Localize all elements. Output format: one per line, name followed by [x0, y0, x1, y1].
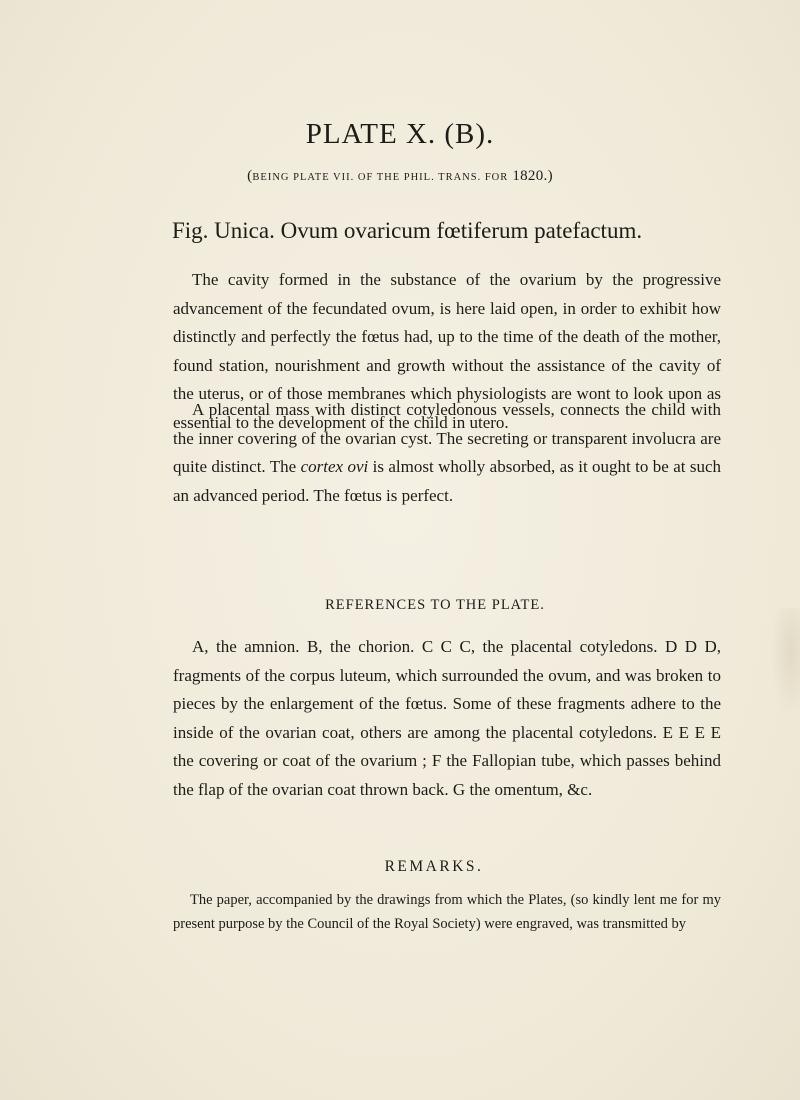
description-paragraph-2 [173, 396, 721, 510]
subtitle-small-caps: BEING PLATE VII. OF THE PHIL. TRANS. FOR [252, 172, 509, 183]
references-heading: REFERENCES TO THE PLATE. [325, 597, 545, 613]
subtitle-year: 1820.) [512, 168, 553, 184]
figure-heading: Fig. Unica. Ovum ovaricum fœtiferum patefactum. [172, 218, 643, 243]
paragraph-2-text-before: A placental mass with distinct cotyledonous vessels, connects the child with the inner covering of the ovarian cyst. The secreting or transparent involucra are quite distinct. The [173, 400, 721, 477]
paragraph-2-text-after: is almost wholly absorbed, as it ought to be at such an advanced period. The fœtus is perfect. [173, 457, 722, 505]
plate-subtitle [0, 168, 800, 185]
remarks-paragraph: The paper, accompanied by the drawings from which the Plates, (so kindly lent me for my present purpose by the Council of the Royal Society) were engraved, was transmitted by [173, 892, 721, 932]
remarks-heading: REMARKS. [384, 858, 484, 875]
plate-title: PLATE X. (B). [305, 118, 495, 150]
paragraph-2-italic-term: cortex ovi [300, 457, 369, 477]
description-paragraph-1: The cavity formed in the substance of the ovarium by the progressive advancement of the fecundated ovum, is here laid open, in order to exhibit how distinctly and perfectly the fœtus had, up to the time of the death of the mother, found station, nourishment and growth without the assistance of the cavity of the uterus, or of those membranes which physiologists are wont to look upon as essential to the development of the child in utero. [173, 270, 721, 432]
paper-stain [770, 608, 800, 718]
subtitle-open-paren: ( [247, 168, 253, 184]
references-paragraph: A, the amnion. B, the chorion. C C C, the placental cotyledons. D D D, fragments of the corpus luteum, which surrounded the ovum, and was broken to pieces by the enlargement of the fœtus. Some of these fragments adhere to the inside of the ovarian coat, others are among the placental cotyledons. E E E E the covering or coat of the ovarium ; F the Fallopian tube, which passes behind the flap of the ovarian coat thrown back. G the omentum, &c. [173, 637, 721, 799]
